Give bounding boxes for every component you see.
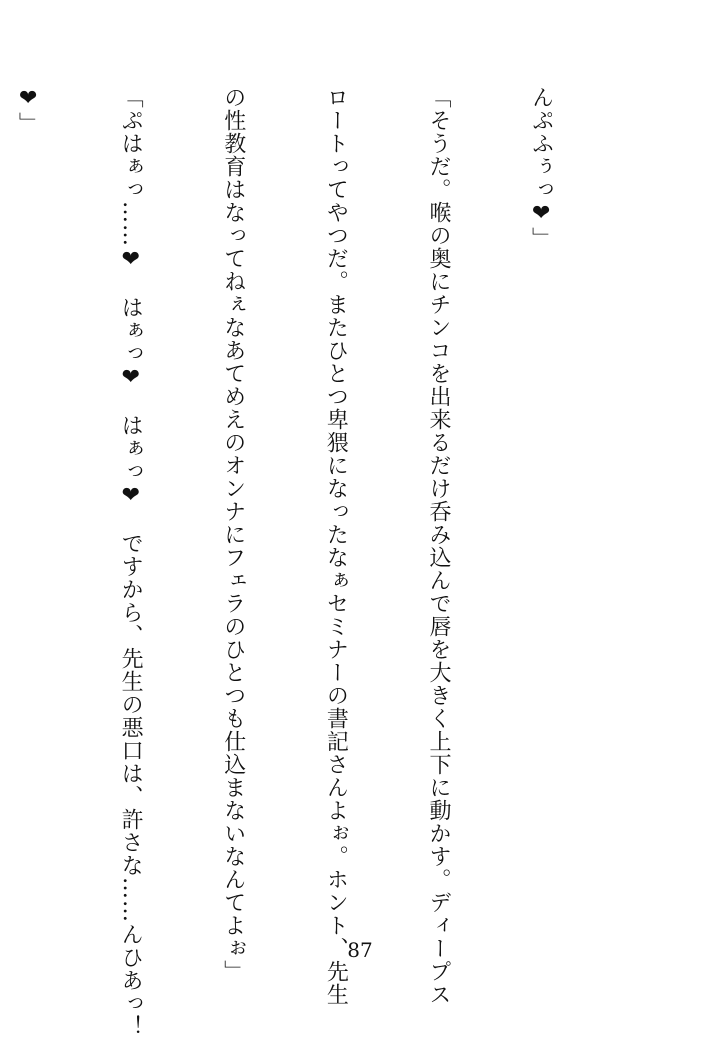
text-line: ❤」 — [15, 86, 41, 135]
text-line: 「ぷはぁっ……❤ はぁっ❤ はぁっ❤ ですから、先生の悪口は、許さな……んひあっ！ — [118, 86, 144, 1038]
text-line: の性教育はなってねぇなあてめえのオンナにフェラのひとつも仕込まないなんてよぉ」 — [220, 86, 246, 983]
text-line: 「そうだ。喉の奥にチンコを出来るだけ呑み込んで唇を大きく上下に動かす。ディープス — [425, 86, 451, 1006]
text-line: ロートってやつだ。またひとつ卑猥になったなぁセミナーの書記さんよぉ。ホント、先生 — [323, 86, 349, 1006]
page-number: 87 — [347, 938, 373, 962]
text-line: んぷふぅっ❤」 — [528, 86, 554, 250]
